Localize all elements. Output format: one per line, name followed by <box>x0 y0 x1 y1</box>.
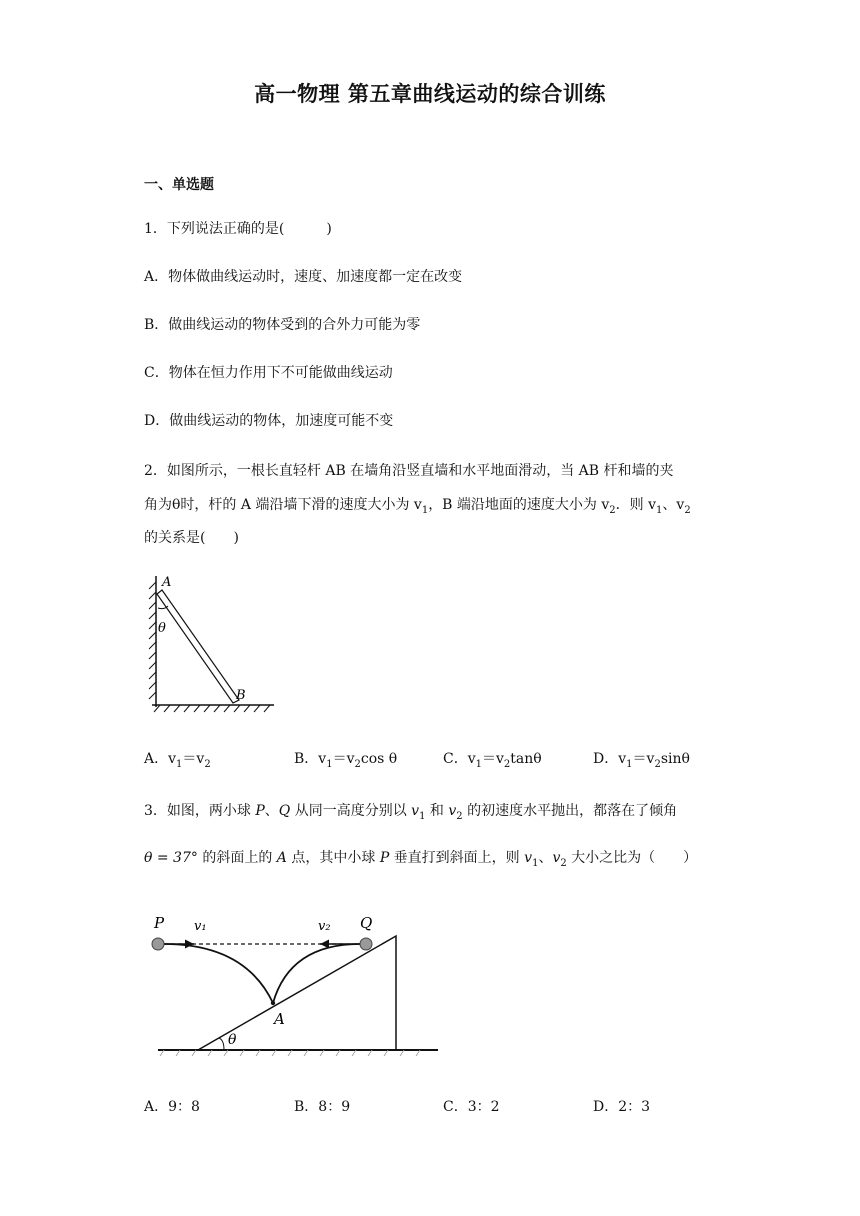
q2-option-c: C．$v_1=v_2\tan\theta$ <box>443 751 542 770</box>
q1-option-a: A．物体做曲线运动时，速度、加速度都一定在改变 <box>144 269 463 285</box>
q1-option-b: B．做曲线运动的物体受到的合外力可能为零 <box>144 317 421 333</box>
q2-fig-label-b: B <box>236 688 246 703</box>
q1-stem: 1．下列说法正确的是( ) <box>144 221 332 237</box>
q2-option-d: D．$v_1=v_2\sin\theta$ <box>593 751 690 770</box>
q3-fig-label-a: A <box>274 1010 285 1028</box>
q2-options <box>144 748 764 768</box>
q1-option-d: D．做曲线运动的物体，加速度可能不变 <box>144 413 394 429</box>
q2-figure-rod-against-wall <box>144 572 279 718</box>
q3-fig-label-v2: v₂ <box>318 919 331 934</box>
q3-figure-projectiles-on-incline <box>150 908 440 1058</box>
q2-stem-line1: 2．如图所示，一根长直轻杆 AB 在墙角沿竖直墙和水平地面滑动，当 AB 杆和墙的夹 <box>144 463 674 479</box>
q1-option-c: C．物体在恒力作用下不可能做曲线运动 <box>144 365 393 381</box>
q2-stem-line3: 的关系是( ) <box>144 530 239 546</box>
q2-option-a: A．$v_1=v_2$ <box>144 751 211 770</box>
q2-stem-line2: 角为θ时，杆的 A 端沿墙下滑的速度大小为 $v_1$，B 端沿地面的速度大小为 $v_2$．则 $v_1$、$v_2$ <box>144 497 691 516</box>
q3-option-b: B．8：9 <box>294 1099 351 1115</box>
document-title: 高一物理 第五章曲线运动的综合训练 <box>254 82 606 106</box>
q3-options <box>144 1096 764 1116</box>
q3-fig-label-q: Q <box>360 914 373 932</box>
q3-fig-label-theta: θ <box>228 1032 237 1048</box>
section-heading: 一、单选题 <box>144 177 214 193</box>
q3-option-c: C．3：2 <box>443 1099 500 1115</box>
q3-option-d: D．2：3 <box>593 1099 651 1115</box>
q3-stem-line2: θ = 37° 的斜面上的 A 点，其中小球 P 垂直打到斜面上，则 $v_1$、$v_2$ 大小之比为（ ） <box>144 850 698 869</box>
q3-stem-line1: 3．如图，两小球 P、Q 从同一高度分别以 $v_1$ 和 $v_2$ 的初速度水平抛出，都落在了倾角 <box>144 803 678 822</box>
q3-fig-label-v1: v₁ <box>194 919 207 934</box>
q2-fig-label-theta: θ <box>158 621 166 636</box>
q2-option-b: B．$v_1=v_2\cos$ θ <box>294 751 398 770</box>
q2-fig-label-a: A <box>162 575 172 590</box>
q3-option-a: A．9：8 <box>144 1099 200 1115</box>
q3-fig-label-p: P <box>154 914 165 932</box>
